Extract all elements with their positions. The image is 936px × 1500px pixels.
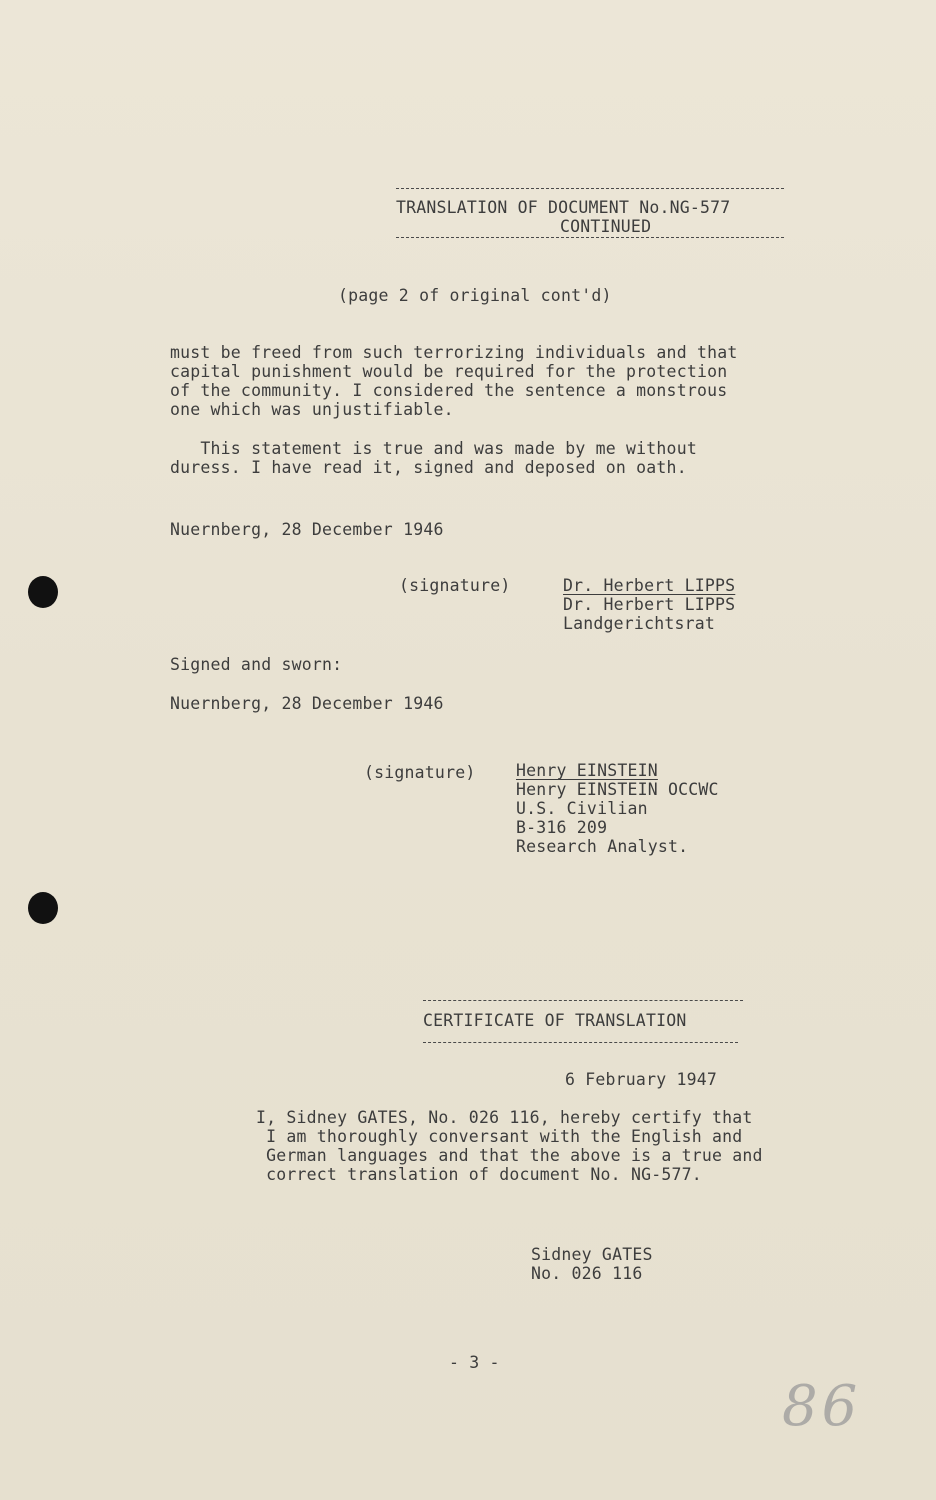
text-line: capital punishment would be required for the protection — [170, 362, 728, 381]
text-line: German languages and that the above is a true and — [256, 1146, 763, 1165]
document-title-continued: CONTINUED — [560, 217, 652, 236]
header-rule-top — [396, 188, 784, 189]
punch-hole-bottom — [28, 892, 58, 924]
signer-status: U.S. Civilian — [516, 799, 648, 818]
text-line: correct translation of document No. NG-577. — [256, 1165, 702, 1184]
punch-hole-top — [28, 576, 58, 608]
text-line: This statement is true and was made by me without — [170, 439, 697, 458]
page-reference: (page 2 of original cont'd) — [338, 286, 612, 305]
page-number: - 3 - — [449, 1353, 500, 1372]
signer-title: Research Analyst. — [516, 837, 689, 856]
signature-name: Henry EINSTEIN — [516, 761, 658, 780]
signed-and-sworn: Signed and sworn: — [170, 655, 343, 674]
certificate-rule-bottom — [423, 1042, 738, 1043]
text-line: I, Sidney GATES, No. 026 116, hereby certify that — [256, 1108, 753, 1127]
handwritten-page-number: 86 — [782, 1374, 862, 1439]
text-line: duress. I have read it, signed and deposed on oath. — [170, 458, 687, 477]
certificate-date: 6 February 1947 — [565, 1070, 718, 1089]
certificate-rule-top — [423, 1000, 743, 1001]
signer-name: Sidney GATES — [531, 1245, 653, 1264]
signature-name: Dr. Herbert LIPPS — [563, 576, 736, 595]
typed-name: Henry EINSTEIN OCCWC — [516, 780, 719, 799]
text-line: I am thoroughly conversant with the English and — [256, 1127, 743, 1146]
typed-name: Dr. Herbert LIPPS — [563, 595, 736, 614]
signature-label: (signature) — [399, 576, 511, 595]
header-rule-bottom — [396, 237, 784, 238]
signer-number: B-316 209 — [516, 818, 608, 837]
signer-number: No. 026 116 — [531, 1264, 643, 1283]
signature-label: (signature) — [364, 763, 476, 782]
text-line: must be freed from such terrorizing individuals and that — [170, 343, 738, 362]
text-line: of the community. I considered the sentence a monstrous — [170, 381, 728, 400]
certificate-heading: CERTIFICATE OF TRANSLATION — [423, 1011, 687, 1030]
text-line: one which was unjustifiable. — [170, 400, 454, 419]
document-title: TRANSLATION OF DOCUMENT No.NG-577 — [396, 198, 731, 217]
place-date-1: Nuernberg, 28 December 1946 — [170, 520, 444, 539]
place-date-2: Nuernberg, 28 December 1946 — [170, 694, 444, 713]
signer-title: Landgerichtsrat — [563, 614, 716, 633]
